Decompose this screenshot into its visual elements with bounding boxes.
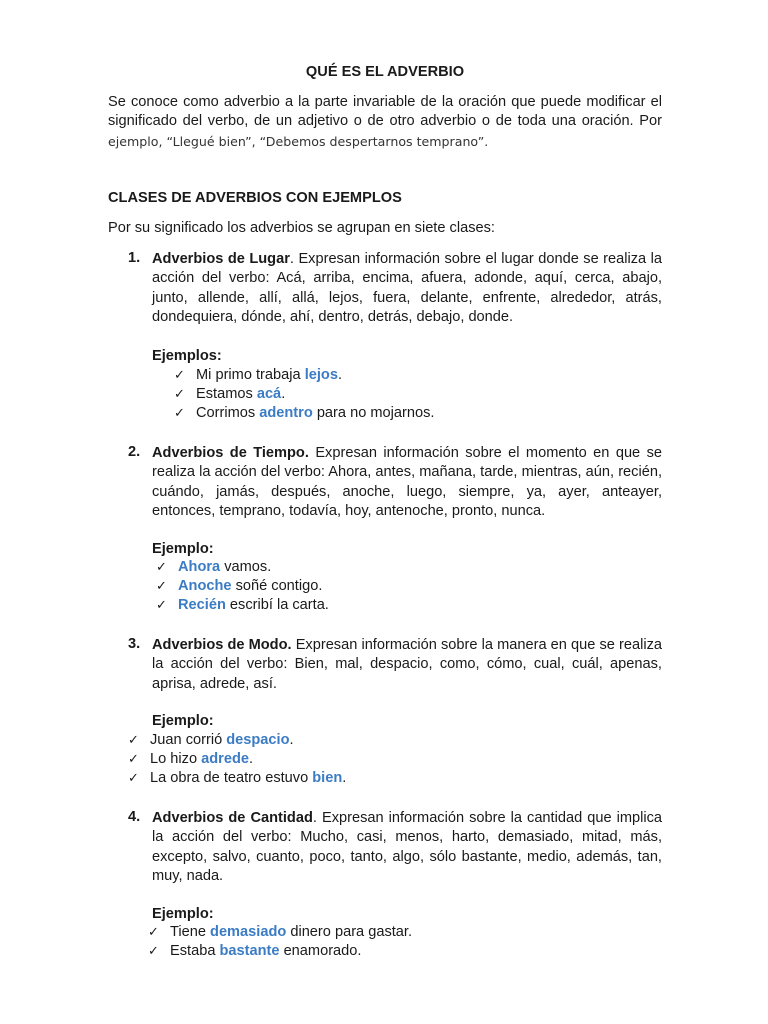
keyword: adentro (259, 405, 313, 421)
examples-label: Ejemplo: (152, 541, 214, 557)
item-name: Adverbios de Modo. (152, 637, 292, 653)
document-title: QUÉ ES EL ADVERBIO (305, 64, 465, 80)
keyword: demasiado (210, 924, 287, 940)
item-body (152, 809, 662, 887)
list-item-tiempo (128, 444, 662, 522)
example-item: ✓ Estamos acá. (174, 386, 286, 402)
list-number: 1. (128, 250, 141, 266)
check-icon: ✓ (128, 752, 139, 767)
list-item-modo (128, 636, 662, 694)
section-intro: Por su significado los adverbios se agrupan en siete clases: (108, 220, 495, 236)
item-name: Adverbios de Tiempo. (152, 445, 309, 461)
intro-text: Se conoce como adverbio a la parte invariable de la oración que puede modificar el significado del verbo, de un adjetivo o de otro adverbio o de toda una oración. Por (108, 94, 662, 130)
item-description: Expresan información sobre la manera en que se realiza la acción del verbo: Bien, mal, despacio, como, cómo, cual, cuál, apenas, aprisa, adrede, así. (152, 637, 662, 692)
example-item: ✓ Ahora vamos. (156, 559, 272, 575)
keyword: despacio (226, 732, 290, 748)
intro-example-text: ejemplo, “Llegué bien”, “Debemos despertarnos temprano”. (108, 133, 489, 149)
example-item: ✓ Estaba bastante enamorado. (148, 943, 362, 959)
examples-label: Ejemplo: (152, 713, 214, 729)
section-title: CLASES DE ADVERBIOS CON EJEMPLOS (108, 190, 402, 206)
check-icon: ✓ (174, 387, 185, 402)
keyword: lejos (304, 367, 338, 383)
list-item-lugar (128, 250, 662, 328)
keyword: adrede (201, 751, 249, 767)
list-number: 3. (128, 636, 141, 652)
list-number: 4. (128, 809, 141, 825)
check-icon: ✓ (156, 560, 167, 575)
examples-label: Ejemplo: (152, 906, 214, 922)
item-description: Expresan información sobre el momento en que se realiza la acción del verbo: Ahora, antes, mañana, tarde, mientras, aún, recién, cuándo, jamás, después, anoche, luego, siempre, ya, ayer, anteayer, entonces, temprano, todavía, hoy, antenoche, pronto, nunca. (152, 445, 662, 520)
keyword: bastante (219, 943, 280, 959)
check-icon: ✓ (148, 925, 159, 940)
check-icon: ✓ (174, 368, 185, 383)
example-item: ✓ Juan corrió despacio. (128, 732, 294, 748)
keyword: bien (312, 770, 343, 786)
check-icon: ✓ (128, 771, 139, 786)
example-item: ✓ Corrimos adentro para no mojarnos. (174, 405, 435, 421)
item-description: . Expresan información sobre la cantidad que implica la acción del verbo: Mucho, casi, menos, harto, demasiado, mitad, más, excepto, salvo, cuanto, poco, tanto, algo, sólo bastante, medio, además, tan, muy, nada. (152, 810, 663, 885)
example-item: ✓ Tiene demasiado dinero para gastar. (148, 924, 413, 940)
examples-label: Ejemplos: (152, 348, 222, 364)
item-name: Adverbios de Cantidad (152, 810, 313, 826)
keyword: Ahora (178, 559, 221, 575)
keyword: Recién (178, 597, 226, 613)
example-item: ✓ La obra de teatro estuvo bien. (128, 770, 347, 786)
check-icon: ✓ (148, 944, 159, 959)
check-icon: ✓ (174, 406, 185, 421)
example-item: ✓ Recién escribí la carta. (156, 597, 329, 613)
item-body (152, 250, 662, 328)
item-description: . Expresan información sobre el lugar donde se realiza la acción del verbo: Acá, arriba, encima, afuera, adonde, aquí, cerca, abajo, junto, allende, allí, allá, lejos, fuera, delante, enfrente, alrededor, atrás, dondequiera, dónde, ahí, dentro, detrás, debajo, donde. (152, 251, 663, 326)
list-number: 2. (128, 444, 141, 460)
item-name: Adverbios de Lugar (152, 251, 290, 267)
check-icon: ✓ (128, 733, 139, 748)
example-item: ✓ Lo hizo adrede. (128, 751, 254, 767)
check-icon: ✓ (156, 598, 167, 613)
item-body (152, 444, 662, 522)
item-body (152, 636, 662, 694)
check-icon: ✓ (156, 579, 167, 594)
keyword: acá (256, 386, 282, 402)
keyword: Anoche (178, 578, 232, 594)
intro-paragraph (108, 93, 662, 152)
example-item: ✓ Mi primo trabaja lejos. (174, 367, 343, 383)
list-item-cantidad (128, 809, 662, 887)
example-item: ✓ Anoche soñé contigo. (156, 578, 323, 594)
